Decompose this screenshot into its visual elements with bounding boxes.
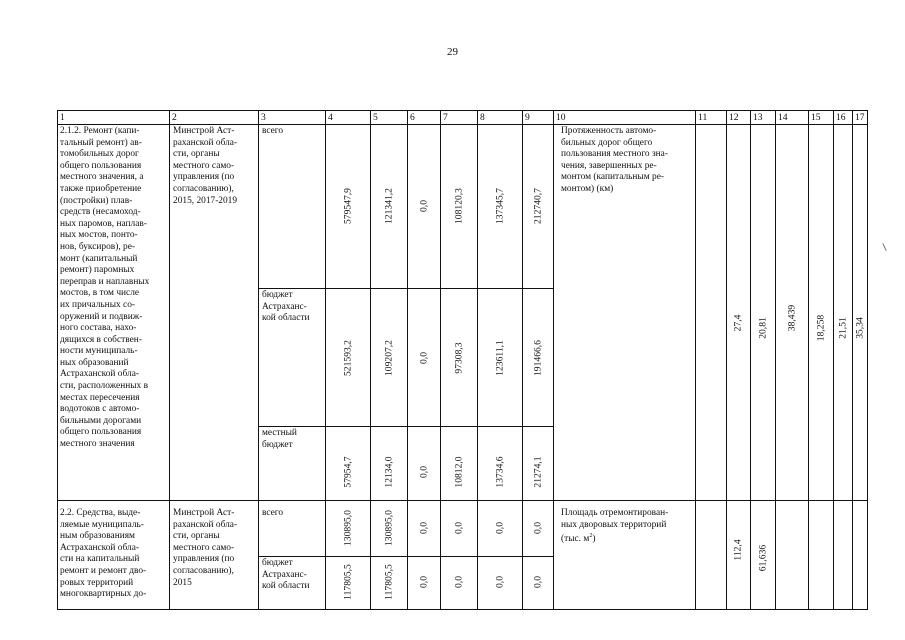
table-rule [57, 124, 868, 125]
table-rule [325, 110, 326, 610]
value-r1-s1-c6: 0,0 [418, 352, 429, 364]
value-r1-s1-c4: 521593,2 [342, 340, 353, 376]
header-col-8: 8 [480, 112, 485, 123]
table-rule [258, 110, 259, 610]
header-col-15: 15 [811, 112, 821, 123]
value-r2-s0-c4: 130895,0 [342, 510, 353, 546]
source-total-label-2: всего [262, 508, 284, 518]
table-rule [522, 110, 523, 610]
target-r1-c13: 20,81 [757, 317, 768, 339]
header-col-7: 7 [443, 112, 448, 123]
value-r2-s1-c4: 117805,5 [342, 564, 353, 600]
header-col-17: 17 [855, 112, 865, 123]
margin-mark [882, 243, 886, 251]
value-r2-s1-c5: 117805,5 [383, 564, 394, 600]
table-rule [169, 110, 170, 610]
source-local-label-1: местный бюджет [262, 428, 297, 450]
value-r2-s1-c6: 0,0 [418, 576, 429, 588]
value-r1-s0-c6: 0,0 [418, 200, 429, 212]
table-rule [775, 110, 776, 610]
value-r1-s1-c8: 123611,1 [494, 340, 505, 376]
header-col-9: 9 [525, 112, 530, 123]
table-rule [833, 110, 834, 610]
source-total-label-1: всего [262, 126, 284, 136]
table-rule [808, 110, 809, 610]
value-r1-s2-c9: 21274,1 [532, 456, 543, 488]
table-rule [407, 110, 408, 610]
executor-2-1-2: Минстрой Аст- раханской обла- сти, органы местного само- управления (по согласованию), 2015, 2017-2019 [173, 126, 238, 206]
header-col-16: 16 [836, 112, 846, 123]
header-col-13: 13 [753, 112, 763, 123]
header-col-11: 11 [698, 112, 708, 123]
header-col-5: 5 [373, 112, 378, 123]
value-r2-s0-c5: 130895,0 [383, 510, 394, 546]
value-r2-s0-c6: 0,0 [418, 522, 429, 534]
header-col-4: 4 [328, 112, 333, 123]
value-r2-s0-c9: 0,0 [532, 522, 543, 534]
value-r2-s0-c7: 0,0 [453, 522, 464, 534]
value-r1-s2-c7: 10812,0 [453, 456, 464, 488]
value-r1-s2-c6: 0,0 [418, 466, 429, 478]
header-col-2: 2 [172, 112, 177, 123]
value-r1-s0-c9: 212740,7 [532, 188, 543, 224]
program-table [57, 110, 868, 610]
target-r1-c12: 27,4 [732, 314, 744, 332]
value-r2-s1-c9: 0,0 [532, 576, 543, 588]
table-rule [726, 110, 727, 610]
table-rule [695, 110, 696, 610]
target-r1-c17: 35,34 [854, 317, 866, 339]
table-rule [258, 426, 553, 427]
value-r1-s2-c5: 12134,0 [383, 456, 394, 488]
value-r1-s1-c9: 191466,6 [532, 340, 543, 376]
value-r2-s0-c8: 0,0 [494, 522, 505, 534]
table-rule [57, 110, 58, 610]
target-r1-c16: 21,51 [837, 317, 848, 339]
value-r1-s2-c4: 57954,7 [342, 456, 353, 488]
value-r1-s0-c5: 121341,2 [383, 188, 394, 224]
table-rule [57, 110, 868, 111]
executor-2-2: Минстрой Аст- раханской обла- сти, органы местного само- управления (по согласованию), 2015 [173, 508, 238, 588]
header-col-10: 10 [556, 112, 566, 123]
table-rule [258, 288, 553, 289]
table-rule [370, 110, 371, 610]
target-r1-c15: 18,258 [815, 314, 826, 342]
target-r2-c12: 112,4 [732, 539, 744, 561]
value-r2-s1-c8: 0,0 [494, 576, 505, 588]
indicator-2-2: Площадь отремонтирован- ных дворовых территорий (тыс. $м^2$) [561, 508, 669, 545]
value-r2-s1-c7: 0,0 [453, 576, 464, 588]
value-r1-s1-c7: 97308,3 [453, 342, 464, 374]
header-col-12: 12 [729, 112, 739, 123]
value-r1-s0-c4: 579547,9 [342, 188, 353, 224]
measure-2-1-2: 2.1.2. Ремонт (капи- тальный ремонт) ав- томобильных дорог общего пользования местного значения, а также приобретение (постройки) плав- средств (несамоход- ных паромов, наплав- ных мостов, понто- нов, буксиров), ре- монт (капитальный ремонт) паромных переправ и наплавных мостов, в том числе их причальных со- оружений и подвиж- ного состава, нахо- дящихся в собствен- ности муниципаль- ных образований Астраханской обла- сти, расположенных в местах пересечения водотоков с автомо- бильными дорогами общего пользования местного значения [60, 126, 150, 450]
indicator-2-1-2: Протяженность автомо- бильных дорог общего пользования местного зна- чения, завершенных ре- монтом (капитальным ре- монтом) (км) [561, 126, 668, 194]
table-rule [553, 110, 554, 610]
target-r1-c14: 38,439 [786, 304, 797, 332]
header-col-14: 14 [778, 112, 788, 123]
table-rule [852, 110, 853, 610]
source-regional-label-2: бюджет Астраханс- кой области [262, 558, 310, 592]
value-r1-s0-c7: 108120,3 [453, 188, 464, 224]
value-r1-s1-c5: 109207,2 [383, 340, 394, 376]
table-rule [57, 500, 868, 501]
table-rule [750, 110, 751, 610]
header-col-6: 6 [410, 112, 415, 123]
table-rule [477, 110, 478, 610]
target-r2-c13: 61,636 [757, 544, 768, 572]
header-col-1: 1 [60, 112, 65, 123]
value-r1-s2-c8: 13734,6 [494, 456, 505, 488]
header-col-3: 3 [261, 112, 266, 123]
table-rule [57, 609, 868, 610]
page-number: 29 [447, 46, 458, 58]
table-rule [440, 110, 441, 610]
table-rule [258, 556, 553, 557]
value-r1-s0-c8: 137345,7 [494, 188, 505, 224]
measure-2-2: 2.2. Средства, выде- ляемые муниципаль- ным образованиям Астраханской обла- сти на капитальный ремонт и ремонт дво- ровых территорий многоквартирных до- [60, 508, 147, 600]
table-rule [867, 110, 868, 610]
source-regional-label-1: бюджет Астраханс- кой области [262, 290, 310, 324]
